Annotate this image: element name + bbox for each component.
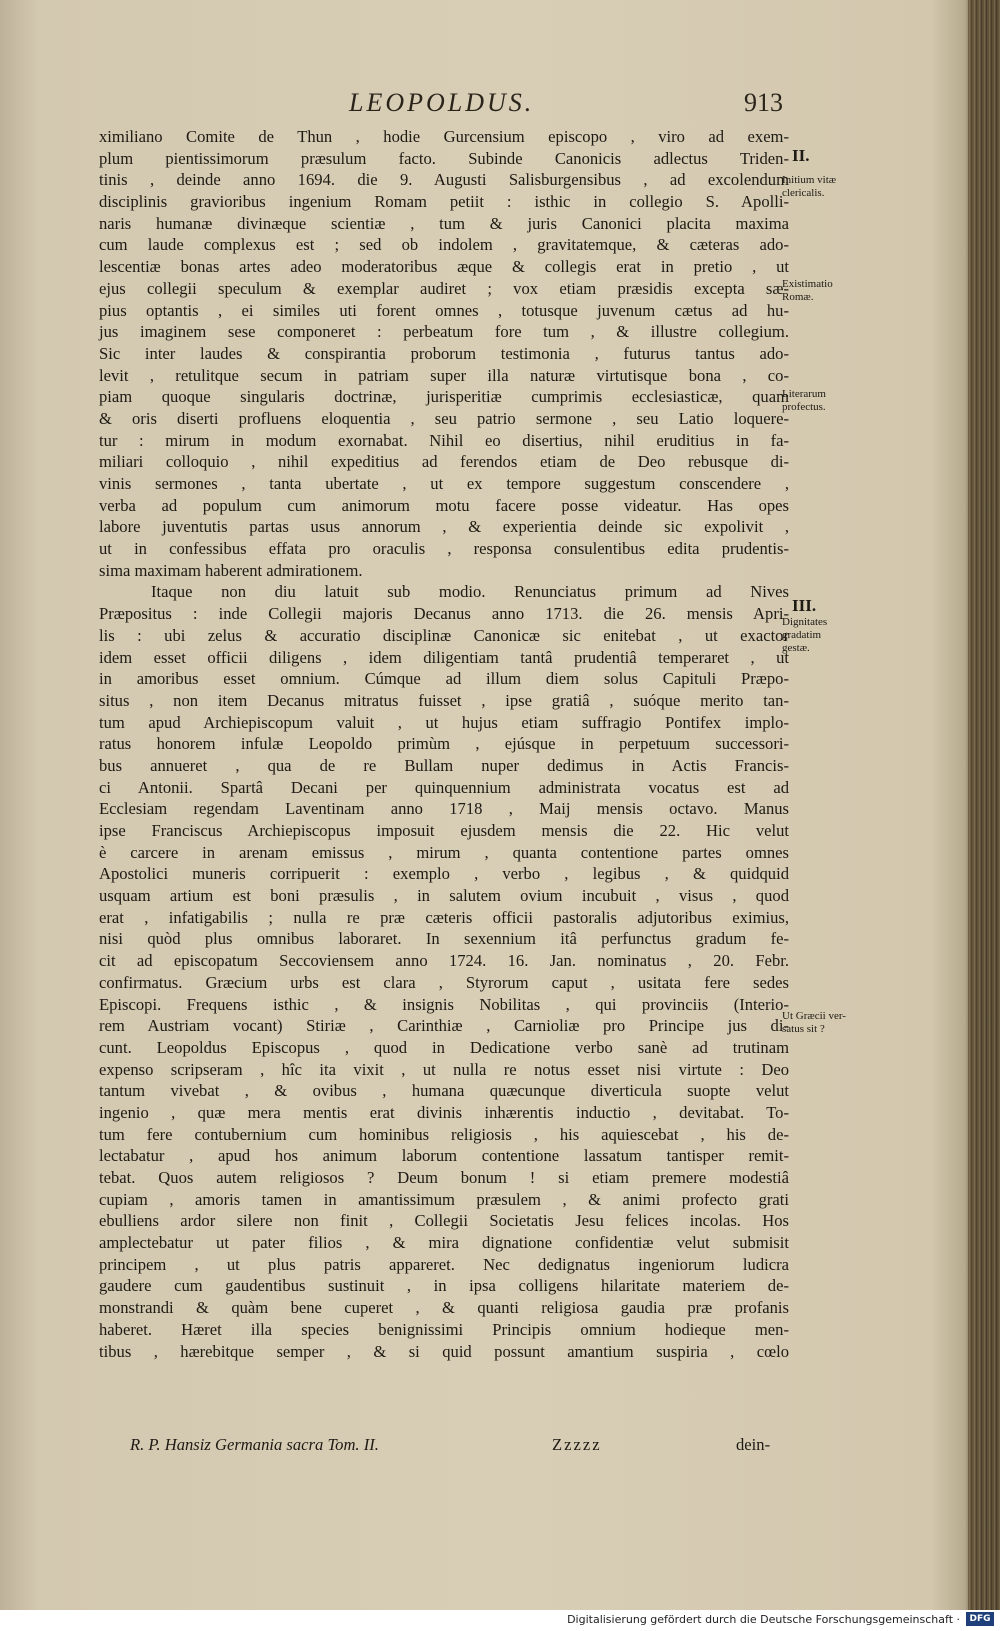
text-line: levit , retulitque secum in patriam super illa naturæ virtutisque bona , co- <box>99 365 789 385</box>
text-line: bus annueret , qua de re Bullam nuper dedimus in Actis Francis- <box>99 755 789 775</box>
margin-note-line: Initium vitæ <box>782 174 837 186</box>
text-line: & oris diserti profluens eloquentia , seu patrio sermone , seu Latio loquere- <box>99 408 789 428</box>
text-line: vinis sermones , tanta ubertate , ut ex tempore suggestum conscendere , <box>99 474 789 493</box>
text-line: Sic inter laudes & conspirantia proborum testimonia , futurus tantus ado- <box>99 343 789 363</box>
text-line: tibus , hærebitque semper , & si quid possunt amantium suspiria , cœlo <box>99 1341 789 1361</box>
text-line: lis : ubi zelus & accuratio disciplinæ Canonicæ sic enitebat , ut exactor <box>99 625 789 645</box>
text-line: confirmatus. Græcium urbs est clara , Styrorum caput , usitata fere sedes <box>99 972 789 992</box>
text-line: ci Antonii. Spartâ Decani per quinquennium administrata vocatus est ad <box>99 777 789 797</box>
margin-note-line: satus sit ? <box>782 1023 825 1035</box>
text-line: ejus collegii speculum & exemplar audiret ; vox etiam præsidis excepta sæ- <box>99 278 789 298</box>
margin-note-line: Literarum <box>782 388 826 400</box>
running-head: LEOPOLDUS. <box>349 88 535 117</box>
book-page-edges <box>968 0 1000 1610</box>
margin-numeral: II. <box>792 146 810 165</box>
text-line: situs , non item Decanus mitratus fuisset , ipse gratiâ , suóque merito tan- <box>99 690 789 710</box>
text-line: Episcopi. Frequens isthic , & insignis Nobilitas , qui provinciis (Interio- <box>99 994 789 1014</box>
text-line: cum laude complexus est ; sed ob indolem , gravitatemque, & cæteras ado- <box>99 235 789 255</box>
margin-note-line: profectus. <box>782 401 826 413</box>
text-line: ut in confessibus effata pro oraculis , responsa consulentibus edita prudentis- <box>99 539 789 559</box>
margin-note-line: gestæ. <box>782 642 810 654</box>
margin-note-literarum <box>782 388 872 414</box>
text-line: tinis , deinde anno 1694. die 9. Augusti Salisburgensibus , ad excolendum <box>99 170 789 190</box>
funding-notice: Digitalisierung gefördert durch die Deutsche Forschungsgemeinschaft · <box>567 1613 960 1626</box>
text-line: cunt. Leopoldus Episcopus , quod in Dedicatione verbo sanè ad trutinam <box>99 1037 789 1057</box>
footer-catchword: dein- <box>736 1435 771 1454</box>
text-line: monstrandi & quàm bene cuperet , & quanti religiosa gaudia præ profanis <box>99 1298 789 1318</box>
text-line: ingenio , quæ mera mentis erat divinis inhærentis inductio , devitabat. To- <box>99 1102 789 1122</box>
text-line: ximiliano Comite de Thun , hodie Gurcensium episcopo , viro ad exem- <box>99 127 789 146</box>
text-line: Præpositus : inde Collegii majoris Decanus anno 1713. die 26. mensis Apri- <box>99 604 789 624</box>
text-line: principem , ut plus patris appareret. Nec dedignatus ingeniorum ludicra <box>99 1254 789 1274</box>
margin-note-existimatio <box>782 278 872 304</box>
text-line: tantum vivebat , & ovibus , humana quæcunque diverticula suopte velut <box>99 1081 789 1101</box>
text-line: plum pientissimorum præsulum facto. Subinde Canonicis adlectus Triden- <box>99 148 789 168</box>
text-line: cit ad episcopatum Seccoviensem anno 1724. 16. Jan. nominatus , 20. Febr. <box>99 951 789 971</box>
margin-note-line: gradatim <box>782 629 822 641</box>
page-header <box>14 88 954 128</box>
text-line: Apostolici muneris corripuerit : exemplo , verbo , legibus , & quidquid <box>99 864 789 884</box>
footer-signature: R. P. Hansiz Germania sacra Tom. II. <box>130 1435 379 1454</box>
text-line: lectabatur , apud hos animum laborum contentione lassatum tantisper remit- <box>99 1146 789 1166</box>
text-line: haberet. Hæret illa species benignissimi Principis omnium hodieque men- <box>99 1319 789 1339</box>
text-line: jus imaginem sese componeret : perbeatum fore tum , & illustre collegium. <box>99 322 789 342</box>
margin-note-initium <box>782 174 872 200</box>
margin-numeral: III. <box>792 596 817 615</box>
margin-note-line: Ut Græcii ver- <box>782 1010 846 1022</box>
text-line: Itaque non diu latuit sub modio. Renunciatus primum ad Nives <box>151 582 789 602</box>
text-line: Ecclesiam regendam Laventinam anno 1718 , Maij mensis octavo. Manus <box>99 799 789 819</box>
text-line: miliari colloquio , nihil expeditius ad ferendos etiam de Deo rebusque di- <box>99 452 789 472</box>
text-line: gaudere cum gaudentibus sustinuit , in ipsa colligens hilaritate materiem de- <box>99 1276 789 1296</box>
text-line: disciplinis gravioribus ingenium Romam petiit : isthic in collegio S. Apolli- <box>99 192 789 212</box>
text-line: idem esset officii diligens , idem diligentiam tantâ prudentiâ temperaret , ut <box>99 647 789 667</box>
dfg-logo-icon: DFG <box>966 1612 994 1626</box>
text-line: in amoribus esset omnium. Cúmque ad illum diem solus Capituli Præpo- <box>99 669 789 689</box>
margin-note-2 <box>782 146 872 166</box>
text-line: cupiam , amoris tamen in amantissimum præsulem , & animi profecto grati <box>99 1189 789 1209</box>
margin-note-line: Romæ. <box>782 291 814 303</box>
margin-note-3 <box>782 596 872 655</box>
text-line: usquam artium est boni præsulis , in salutem ovium incubuit , visus , quod <box>99 886 789 906</box>
text-line: sima maximam haberent admirationem. <box>99 560 363 580</box>
text-line: erat , infatigabilis ; nulla re præ cæteris officii pastoralis adjutoribus eximius, <box>99 907 789 927</box>
text-line: amplectebatur ut pater filios , & mira dignatione confidentiæ velut submisit <box>99 1233 789 1253</box>
body-text <box>99 126 789 1362</box>
text-line: expenso scripseram , hîc ita vixit , ut nulla re notus esset nisi virtute : Deo <box>99 1059 789 1079</box>
text-line: pius optantis , ei similes uti forent omnes , totusque juvenum cætus ad hu- <box>99 300 789 320</box>
text-line: nisi quòd plus omnibus laboraret. In sexennium itâ perfunctus gradum fe- <box>99 929 789 949</box>
text-line: tebat. Quos autem religiosos ? Deum bonum ! si etiam premere modestiâ <box>99 1168 789 1187</box>
text-line: ebulliens ardor silere non finit , Collegii Societatis Jesu felices incolas. Hos <box>99 1211 789 1231</box>
text-line: ratus honorem infulæ Leopoldo primùm , ejúsque in perpetuum successori- <box>99 734 789 754</box>
page-number: 913 <box>744 88 783 117</box>
text-line: tum fere contubernium cum hominibus religiosis , his aquiescebat , his de- <box>99 1124 789 1144</box>
text-line: è carcere in arenam emissus , mirum , quanta contentione partes omnes <box>99 842 789 862</box>
text-line: verba ad populum cum animorum motu facere posse videatur. Has opes <box>99 495 789 515</box>
text-line: rem Austriam vocant) Stiriæ , Carinthiæ , Carnioliæ pro Principe jus di- <box>99 1016 789 1036</box>
margin-note-line: Existimatio <box>782 278 833 290</box>
margin-note-graecii <box>782 1010 872 1036</box>
text-line: labore juventutis partas usus annorum , & experientia deinde sic expolivit , <box>99 517 789 537</box>
text-line: tur : mirum in modum exornabat. Nihil eo disertius, nihil eruditius in fa- <box>99 430 789 450</box>
text-line: piam quoque singularis doctrinæ, jurisperitiæ cumprimis ecclesiasticæ, quam <box>99 387 789 407</box>
digitization-footer-bar <box>0 1610 1000 1631</box>
margin-note-line: clericalis. <box>782 187 825 199</box>
text-line: tum apud Archiepiscopum valuit , ut hujus etiam suffragio Pontifex implo- <box>99 712 789 732</box>
margin-note-line: Dignitates <box>782 616 828 628</box>
text-line: ipse Franciscus Archiepiscopus imposuit ejusdem mensis die 22. Hic velut <box>99 821 789 840</box>
footer-gathering-mark: Zzzzz <box>552 1435 602 1454</box>
text-line: lescentiæ bonas artes adeo moderatoribus æque & collegis erat in pretio , ut <box>99 257 789 277</box>
text-line: naris humanæ divinæque scientiæ , tum & juris Canonici placita maxima <box>99 213 789 233</box>
book-page <box>14 0 954 1610</box>
